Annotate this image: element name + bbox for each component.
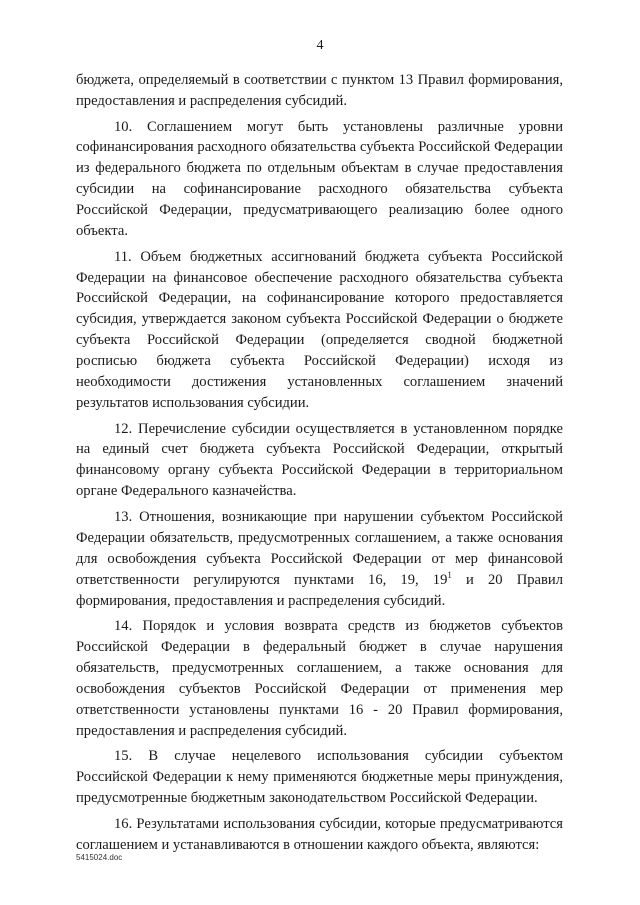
page-number: 4 [316,38,324,53]
paragraph-10: 10. Соглашением могут быть установлены различные уровни софинансирования расходного обязательства субъекта Российской Федерации из федерального бюджета по отдельным объектам в случае предоставления субсидии на софинансирование расходного обязательства субъекта Российской Федерации, предусматривающего реализацию более одного объекта. [76,118,563,240]
paragraph-15: 15. В случае нецелевого использования субсидии субъектом Российской Федерации к нему применяются бюджетные меры принуждения, предусмотренные бюджетным законодательством Российской Федерации. [76,748,563,807]
paragraph-14: 14. Порядок и условия возврата средств из бюджетов субъектов Российской Федерации в федеральный бюджет в случае нарушения обязательств, предусмотренных соглашением, а также основания для освобождения субъектов Российской Федерации от применения мер ответственности установлены пунктами 16 - 20 Правил формирования, предоставления и распределения субсидий. [76,618,563,739]
document-file-name: 5415024.doc [76,853,123,862]
paragraph-13-text-after: и 20 Правил формирования, предоставления и распределения субсидий. [76,571,563,609]
paragraph-16: 16. Результатами использования субсидии, которые предусматриваются соглашением и устанавливаются в отношении каждого объекта, являются: [76,815,563,853]
document-body [76,70,563,860]
superscript-1: 1 [447,569,452,580]
paragraph-11: 11. Объем бюджетных ассигнований бюджета субъекта Российской Федерации на финансовое обеспечение расходного обязательства субъекта Российской Федерации, на софинансирование которого предоставляется субсидия, утверждается законом субъекта Российской Федерации о бюджете субъекта Российской Федерации (определяется сводной бюджетной росписью бюджета субъекта Российской Федерации) исходя из необходимости достижения установленных соглашением значений результатов использования субсидии. [76,248,563,411]
paragraph-13 [76,507,563,612]
paragraph-13-text-before: 13. Отношения, возникающие при нарушении субъектом Российской Федерации обязательств, предусмотренных соглашением, а также основания для освобождения субъекта Российской Федерации от мер финансовой ответственности регулируются пунктами 16, 19, 19 [76,508,563,588]
paragraph-12: 12. Перечисление субсидии осуществляется в установленном порядке на единый счет бюджета субъекта Российской Федерации, открытый финансовому органу субъекта Российской Федерации в территориальном органе Федерального казначейства. [76,420,563,500]
paragraph-continuation: бюджета, определяемый в соответствии с пунктом 13 Правил формирования, предоставления и распределения субсидий. [76,72,563,109]
